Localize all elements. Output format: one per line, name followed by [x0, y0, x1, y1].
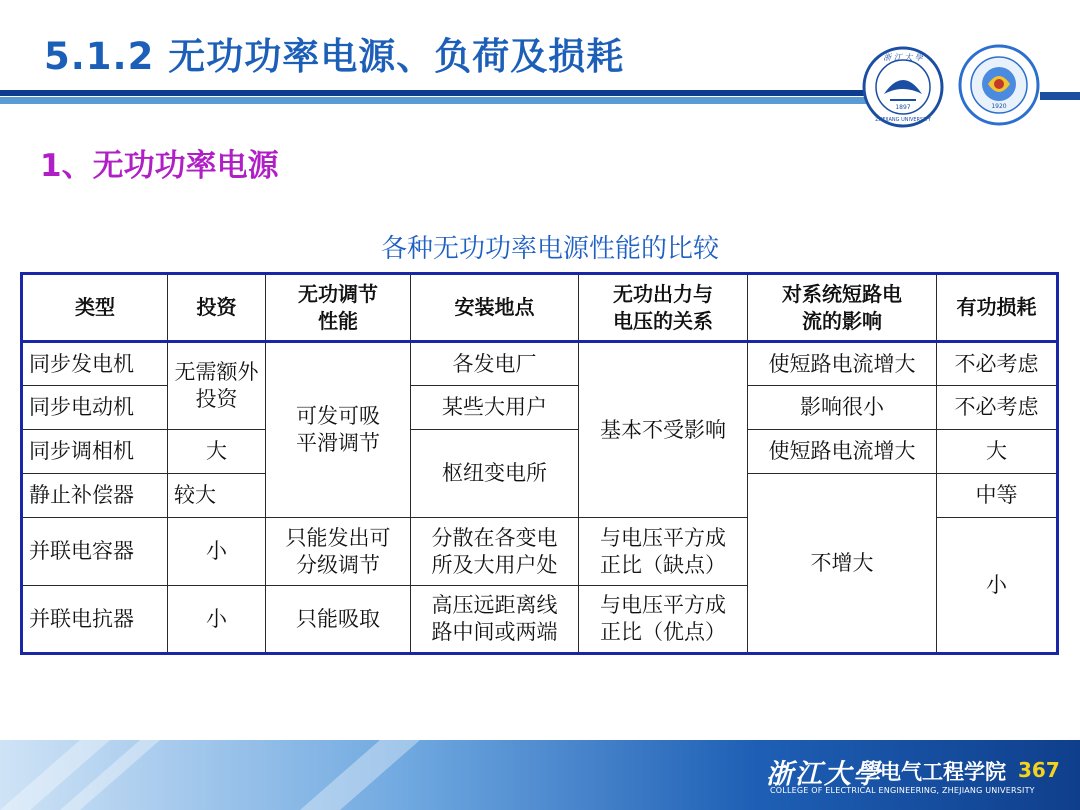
header-short-circuit	[748, 274, 937, 342]
cell-location: 各发电厂	[411, 342, 579, 386]
zhejiang-university-seal-icon	[862, 46, 944, 128]
cell-investment-merged-text: 无需额外投资	[174, 360, 259, 411]
seal-chinese-text: 浙 江 大 學	[883, 53, 923, 62]
cell-regulation-merged-text: 可发可吸平滑调节	[296, 404, 380, 455]
cell-loss: 中等	[937, 474, 1058, 518]
cell-type: 同步发电机	[22, 342, 168, 386]
title-rule-right	[1040, 92, 1080, 100]
cell-type: 并联电抗器	[22, 586, 168, 654]
title-rule-light	[0, 97, 870, 104]
comparison-table	[20, 272, 1059, 655]
cell-regulation-text: 只能发出可分级调节	[285, 525, 391, 577]
cell-investment-merged	[168, 342, 266, 430]
header-loss: 有功损耗	[937, 274, 1058, 342]
table-header-row	[22, 274, 1058, 342]
cell-location: 某些大用户	[411, 386, 579, 430]
cell-location-text: 分散在各变电所及大用户处	[431, 525, 558, 577]
header-investment: 投资	[168, 274, 266, 342]
header-voltage-relation	[579, 274, 748, 342]
cell-location-merged: 枢纽变电所	[411, 430, 579, 518]
header-location: 安装地点	[411, 274, 579, 342]
cell-investment: 小	[168, 518, 266, 586]
cell-type: 并联电容器	[22, 518, 168, 586]
cell-voltage-relation	[579, 518, 748, 586]
cell-location	[411, 586, 579, 654]
cell-regulation	[266, 518, 411, 586]
header-short-circuit-text: 对系统短路电流的影响	[782, 281, 902, 333]
header-regulation-text: 无功调节性能	[298, 281, 378, 333]
header-regulation	[266, 274, 411, 342]
cell-short-circuit: 使短路电流增大	[748, 342, 937, 386]
cell-short-circuit: 使短路电流增大	[748, 430, 937, 474]
page-number: 367	[1018, 758, 1060, 782]
cell-location	[411, 518, 579, 586]
table-row	[22, 342, 1058, 386]
cell-voltage-relation-text: 与电压平方成正比（优点）	[600, 593, 726, 644]
footer-brand-logo: 浙江大學	[766, 759, 882, 790]
table-row	[22, 430, 1058, 474]
cell-voltage-relation	[579, 586, 748, 654]
cell-voltage-relation-merged: 基本不受影响	[579, 342, 748, 518]
cell-investment: 小	[168, 586, 266, 654]
cell-investment: 较大	[168, 474, 266, 518]
seal-english-text: ZHEJIANG UNIVERSITY	[875, 117, 931, 123]
cell-investment: 大	[168, 430, 266, 474]
cell-type: 静止补偿器	[22, 474, 168, 518]
header-voltage-relation-text: 无功出力与电压的关系	[613, 281, 713, 333]
cell-location-text: 高压远距离线路中间或两端	[431, 593, 558, 644]
footer-english-name: COLLEGE OF ELECTRICAL ENGINEERING, ZHEJIANG UNIVERSITY	[770, 786, 1035, 795]
cell-loss: 不必考虑	[937, 342, 1058, 386]
cell-short-circuit-merged: 不增大	[748, 474, 937, 654]
slide-title: 5.1.2 无功功率电源、负荷及损耗	[44, 35, 625, 78]
seal-year: 1897	[895, 104, 911, 111]
cell-type: 同步电动机	[22, 386, 168, 430]
footer-decoration	[0, 740, 600, 810]
college-seal-icon	[958, 44, 1040, 126]
cell-loss-merged: 小	[937, 518, 1058, 654]
footer-college-name: 电气工程学院	[880, 760, 1006, 784]
cell-regulation-merged	[266, 342, 411, 518]
college-seal-year: 1920	[991, 103, 1007, 110]
table-caption: 各种无功功率电源性能的比较	[380, 234, 719, 264]
cell-voltage-relation-text: 与电压平方成正比（缺点）	[600, 525, 726, 577]
title-rule-dark	[0, 90, 870, 96]
section-heading: 1、无功功率电源	[40, 148, 279, 184]
header-type: 类型	[22, 274, 168, 342]
cell-regulation: 只能吸取	[266, 586, 411, 654]
cell-loss: 大	[937, 430, 1058, 474]
cell-type: 同步调相机	[22, 430, 168, 474]
cell-short-circuit: 影响很小	[748, 386, 937, 430]
cell-loss: 不必考虑	[937, 386, 1058, 430]
